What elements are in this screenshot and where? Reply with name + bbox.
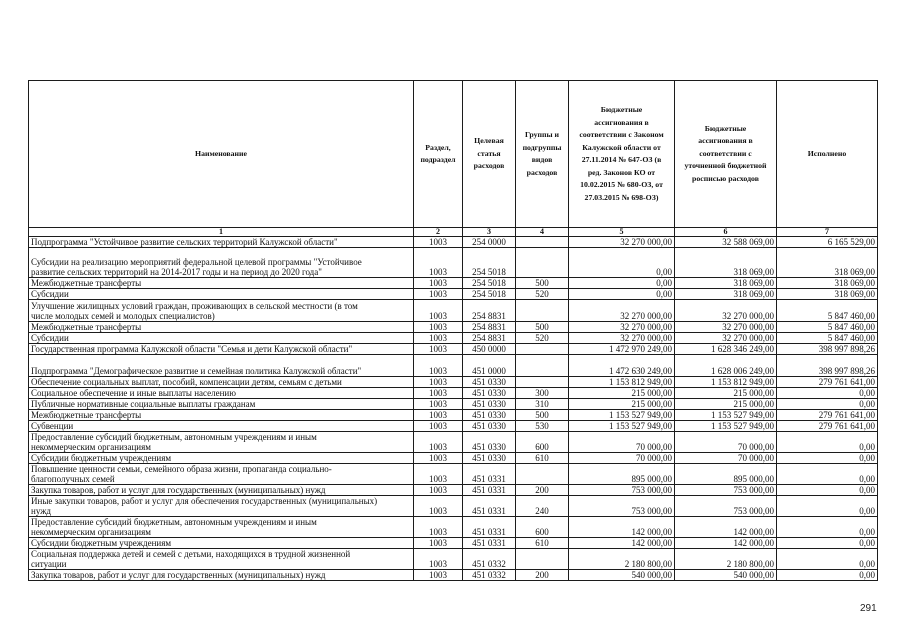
- cell-expense-group: 610: [516, 538, 569, 549]
- table-row: [29, 464, 878, 485]
- table-row: [29, 549, 878, 570]
- cell-target-article: 451 0000: [463, 355, 516, 377]
- cell-target-article: 254 8831: [463, 322, 516, 333]
- cell-name: Улучшение жилищных условий граждан, проживающих в сельской местности (в том числе молодых семей и молодых специалистов): [29, 300, 414, 322]
- header-row: [29, 81, 878, 228]
- cell-budget-refined: 215 000,00: [675, 399, 777, 410]
- cell-name: Закупка товаров, работ и услуг для государственных (муниципальных) нужд: [29, 570, 414, 581]
- cell-budget-law: 895 000,00: [569, 464, 675, 485]
- cell-budget-law: 215 000,00: [569, 399, 675, 410]
- cell-budget-refined: 540 000,00: [675, 570, 777, 581]
- cell-executed: 279 761 641,00: [777, 421, 878, 432]
- cell-section: 1003: [414, 322, 463, 333]
- table-row: [29, 300, 878, 322]
- header-target-article: Целевая статья расходов: [463, 81, 516, 228]
- cell-target-article: 451 0330: [463, 377, 516, 388]
- cell-name: Социальное обеспечение и иные выплаты населению: [29, 388, 414, 399]
- cell-name: Государственная программа Калужской области "Семья и дети Калужской области": [29, 344, 414, 355]
- cell-name: Подпрограмма "Устойчивое развитие сельских территорий Калужской области": [29, 237, 414, 248]
- cell-expense-group: 520: [516, 333, 569, 344]
- cell-budget-law: 0,00: [569, 289, 675, 300]
- cell-name: Предоставление субсидий бюджетным, автономным учреждениям и иным некоммерческим организациям: [29, 517, 414, 538]
- cell-target-article: 451 0330: [463, 410, 516, 421]
- cell-section: 1003: [414, 355, 463, 377]
- cell-target-article: 451 0332: [463, 570, 516, 581]
- column-number: 3: [463, 228, 516, 237]
- header-budget-refined: Бюджетные ассигнования в соответствии с уточненной бюджетной росписью расходов: [675, 81, 777, 228]
- cell-name: Субсидии на реализацию мероприятий федеральной целевой программы "Устойчивое развитие сельских территорий на 2014-2017 годы и на период до 2020 года": [29, 248, 414, 278]
- table-row: [29, 421, 878, 432]
- table-row: [29, 344, 878, 355]
- cell-section: 1003: [414, 496, 463, 517]
- cell-budget-refined: 70 000,00: [675, 453, 777, 464]
- cell-executed: 398 997 898,26: [777, 344, 878, 355]
- table-body: [29, 237, 878, 581]
- cell-section: 1003: [414, 300, 463, 322]
- cell-section: 1003: [414, 333, 463, 344]
- cell-executed: 5 847 460,00: [777, 322, 878, 333]
- cell-expense-group: 500: [516, 410, 569, 421]
- cell-expense-group: 310: [516, 399, 569, 410]
- table-row: [29, 388, 878, 399]
- table-row: [29, 485, 878, 496]
- cell-target-article: 451 0332: [463, 549, 516, 570]
- cell-name: Подпрограмма "Демографическое развитие и семейная политика Калужской области": [29, 355, 414, 377]
- cell-executed: 318 069,00: [777, 278, 878, 289]
- cell-section: 1003: [414, 517, 463, 538]
- cell-budget-refined: 1 628 346 249,00: [675, 344, 777, 355]
- cell-budget-law: 753 000,00: [569, 485, 675, 496]
- cell-target-article: 451 0331: [463, 538, 516, 549]
- cell-budget-refined: 142 000,00: [675, 517, 777, 538]
- cell-target-article: 254 8831: [463, 300, 516, 322]
- cell-executed: 279 761 641,00: [777, 410, 878, 421]
- cell-target-article: 254 5018: [463, 278, 516, 289]
- cell-budget-refined: 2 180 800,00: [675, 549, 777, 570]
- cell-name: Предоставление субсидий бюджетным, автономным учреждениям и иным некоммерческим организациям: [29, 432, 414, 453]
- cell-name: Субвенции: [29, 421, 414, 432]
- cell-expense-group: [516, 464, 569, 485]
- cell-budget-refined: 1 153 527 949,00: [675, 421, 777, 432]
- page-number: 291: [860, 603, 877, 614]
- table-row: [29, 355, 878, 377]
- cell-expense-group: [516, 237, 569, 248]
- cell-executed: 0,00: [777, 517, 878, 538]
- table-row: [29, 399, 878, 410]
- cell-section: 1003: [414, 289, 463, 300]
- cell-target-article: 451 0330: [463, 399, 516, 410]
- cell-expense-group: 610: [516, 453, 569, 464]
- cell-budget-refined: 318 069,00: [675, 289, 777, 300]
- cell-target-article: 451 0331: [463, 485, 516, 496]
- cell-name: Субсидии бюджетным учреждениям: [29, 538, 414, 549]
- cell-budget-law: 1 153 812 949,00: [569, 377, 675, 388]
- table-row: [29, 453, 878, 464]
- cell-target-article: 451 0331: [463, 464, 516, 485]
- cell-expense-group: 240: [516, 496, 569, 517]
- cell-executed: 0,00: [777, 464, 878, 485]
- cell-target-article: 451 0330: [463, 421, 516, 432]
- cell-executed: 0,00: [777, 549, 878, 570]
- cell-budget-refined: 215 000,00: [675, 388, 777, 399]
- cell-budget-refined: 753 000,00: [675, 496, 777, 517]
- cell-budget-law: 0,00: [569, 248, 675, 278]
- cell-section: 1003: [414, 388, 463, 399]
- cell-section: 1003: [414, 549, 463, 570]
- cell-expense-group: 300: [516, 388, 569, 399]
- cell-section: 1003: [414, 485, 463, 496]
- cell-budget-law: 215 000,00: [569, 388, 675, 399]
- cell-budget-refined: 32 588 069,00: [675, 237, 777, 248]
- header-section: Раздел, подраздел: [414, 81, 463, 228]
- cell-target-article: 450 0000: [463, 344, 516, 355]
- cell-expense-group: [516, 355, 569, 377]
- cell-budget-law: 2 180 800,00: [569, 549, 675, 570]
- cell-target-article: 254 5018: [463, 289, 516, 300]
- table-row: [29, 333, 878, 344]
- cell-executed: 398 997 898,26: [777, 355, 878, 377]
- header-executed: Исполнено: [777, 81, 878, 228]
- header-name: Наименование: [29, 81, 414, 228]
- cell-expense-group: 200: [516, 570, 569, 581]
- cell-executed: 0,00: [777, 570, 878, 581]
- cell-budget-law: 142 000,00: [569, 538, 675, 549]
- table-header: [29, 81, 878, 237]
- cell-executed: 318 069,00: [777, 289, 878, 300]
- cell-budget-law: 1 153 527 949,00: [569, 421, 675, 432]
- cell-section: 1003: [414, 399, 463, 410]
- cell-budget-refined: 753 000,00: [675, 485, 777, 496]
- cell-executed: 6 165 529,00: [777, 237, 878, 248]
- cell-section: 1003: [414, 278, 463, 289]
- cell-budget-law: 0,00: [569, 278, 675, 289]
- cell-executed: 0,00: [777, 453, 878, 464]
- cell-expense-group: 520: [516, 289, 569, 300]
- cell-target-article: 254 5018: [463, 248, 516, 278]
- column-number-row: [29, 228, 878, 237]
- cell-name: Межбюджетные трансферты: [29, 322, 414, 333]
- cell-budget-law: 540 000,00: [569, 570, 675, 581]
- column-number: 4: [516, 228, 569, 237]
- column-number: 6: [675, 228, 777, 237]
- cell-section: 1003: [414, 570, 463, 581]
- cell-expense-group: [516, 549, 569, 570]
- cell-expense-group: 600: [516, 517, 569, 538]
- cell-name: Субсидии: [29, 333, 414, 344]
- cell-executed: 5 847 460,00: [777, 333, 878, 344]
- cell-executed: 279 761 641,00: [777, 377, 878, 388]
- cell-budget-law: 142 000,00: [569, 517, 675, 538]
- table-row: [29, 248, 878, 278]
- table-row: [29, 289, 878, 300]
- table-row: [29, 538, 878, 549]
- cell-executed: 5 847 460,00: [777, 300, 878, 322]
- cell-executed: 0,00: [777, 388, 878, 399]
- table-row: [29, 278, 878, 289]
- cell-expense-group: 500: [516, 322, 569, 333]
- cell-budget-refined: 142 000,00: [675, 538, 777, 549]
- cell-budget-refined: 32 270 000,00: [675, 322, 777, 333]
- cell-budget-refined: 1 153 527 949,00: [675, 410, 777, 421]
- cell-target-article: 451 0331: [463, 517, 516, 538]
- cell-expense-group: [516, 377, 569, 388]
- cell-budget-law: 32 270 000,00: [569, 322, 675, 333]
- cell-name: Межбюджетные трансферты: [29, 278, 414, 289]
- cell-budget-law: 70 000,00: [569, 453, 675, 464]
- cell-name: Межбюджетные трансферты: [29, 410, 414, 421]
- cell-expense-group: 530: [516, 421, 569, 432]
- cell-section: 1003: [414, 453, 463, 464]
- cell-target-article: 451 0331: [463, 496, 516, 517]
- cell-target-article: 451 0330: [463, 388, 516, 399]
- cell-section: 1003: [414, 248, 463, 278]
- cell-section: 1003: [414, 237, 463, 248]
- cell-section: 1003: [414, 538, 463, 549]
- column-number: 5: [569, 228, 675, 237]
- cell-name: Социальная поддержка детей и семей с детьми, находящихся в трудной жизненной ситуации: [29, 549, 414, 570]
- cell-expense-group: 600: [516, 432, 569, 453]
- cell-budget-refined: 32 270 000,00: [675, 300, 777, 322]
- cell-name: Повышение ценности семьи, семейного образа жизни, пропаганда социально- благополучных семей: [29, 464, 414, 485]
- cell-budget-law: 753 000,00: [569, 496, 675, 517]
- cell-budget-law: 1 153 527 949,00: [569, 410, 675, 421]
- table-row: [29, 377, 878, 388]
- cell-executed: 318 069,00: [777, 248, 878, 278]
- cell-executed: 0,00: [777, 432, 878, 453]
- column-number: 7: [777, 228, 878, 237]
- cell-target-article: 451 0330: [463, 453, 516, 464]
- cell-budget-law: 32 270 000,00: [569, 300, 675, 322]
- cell-budget-refined: 895 000,00: [675, 464, 777, 485]
- cell-budget-refined: 318 069,00: [675, 248, 777, 278]
- column-number: 1: [29, 228, 414, 237]
- cell-section: 1003: [414, 344, 463, 355]
- cell-budget-law: 32 270 000,00: [569, 237, 675, 248]
- cell-target-article: 254 0000: [463, 237, 516, 248]
- cell-expense-group: 500: [516, 278, 569, 289]
- cell-section: 1003: [414, 410, 463, 421]
- cell-budget-refined: 70 000,00: [675, 432, 777, 453]
- cell-budget-law: 70 000,00: [569, 432, 675, 453]
- column-number: 2: [414, 228, 463, 237]
- cell-executed: 0,00: [777, 496, 878, 517]
- table-row: [29, 410, 878, 421]
- cell-name: Публичные нормативные социальные выплаты гражданам: [29, 399, 414, 410]
- cell-executed: 0,00: [777, 399, 878, 410]
- cell-budget-law: 1 472 970 249,00: [569, 344, 675, 355]
- table-row: [29, 237, 878, 248]
- cell-section: 1003: [414, 432, 463, 453]
- table-row: [29, 496, 878, 517]
- cell-budget-refined: 1 153 812 949,00: [675, 377, 777, 388]
- cell-section: 1003: [414, 377, 463, 388]
- cell-executed: 0,00: [777, 485, 878, 496]
- table-row: [29, 517, 878, 538]
- cell-target-article: 254 8831: [463, 333, 516, 344]
- header-expense-group: Группы и подгруппы видов расходов: [516, 81, 569, 228]
- cell-executed: 0,00: [777, 538, 878, 549]
- header-budget-law: Бюджетные ассигнования в соответствии с Законом Калужской области от 27.11.2014 № 647-ОЗ (в ред. Законов КО от 10.02.2015 № 680-ОЗ, от 27.03.2015 № 698-ОЗ): [569, 81, 675, 228]
- cell-expense-group: [516, 300, 569, 322]
- table-row: [29, 570, 878, 581]
- cell-name: Субсидии бюджетным учреждениям: [29, 453, 414, 464]
- cell-target-article: 451 0330: [463, 432, 516, 453]
- cell-name: Закупка товаров, работ и услуг для государственных (муниципальных) нужд: [29, 485, 414, 496]
- cell-name: Обеспечение социальных выплат, пособий, компенсации детям, семьям с детьми: [29, 377, 414, 388]
- cell-expense-group: 200: [516, 485, 569, 496]
- cell-budget-law: 32 270 000,00: [569, 333, 675, 344]
- cell-budget-refined: 318 069,00: [675, 278, 777, 289]
- cell-section: 1003: [414, 421, 463, 432]
- cell-name: Иные закупки товаров, работ и услуг для обеспечения государственных (муниципальных) нужд: [29, 496, 414, 517]
- cell-expense-group: [516, 344, 569, 355]
- table-row: [29, 322, 878, 333]
- cell-budget-refined: 1 628 006 249,00: [675, 355, 777, 377]
- cell-budget-law: 1 472 630 249,00: [569, 355, 675, 377]
- cell-section: 1003: [414, 464, 463, 485]
- budget-execution-table: [28, 80, 878, 581]
- cell-expense-group: [516, 248, 569, 278]
- cell-name: Субсидии: [29, 289, 414, 300]
- cell-budget-refined: 32 270 000,00: [675, 333, 777, 344]
- table-row: [29, 432, 878, 453]
